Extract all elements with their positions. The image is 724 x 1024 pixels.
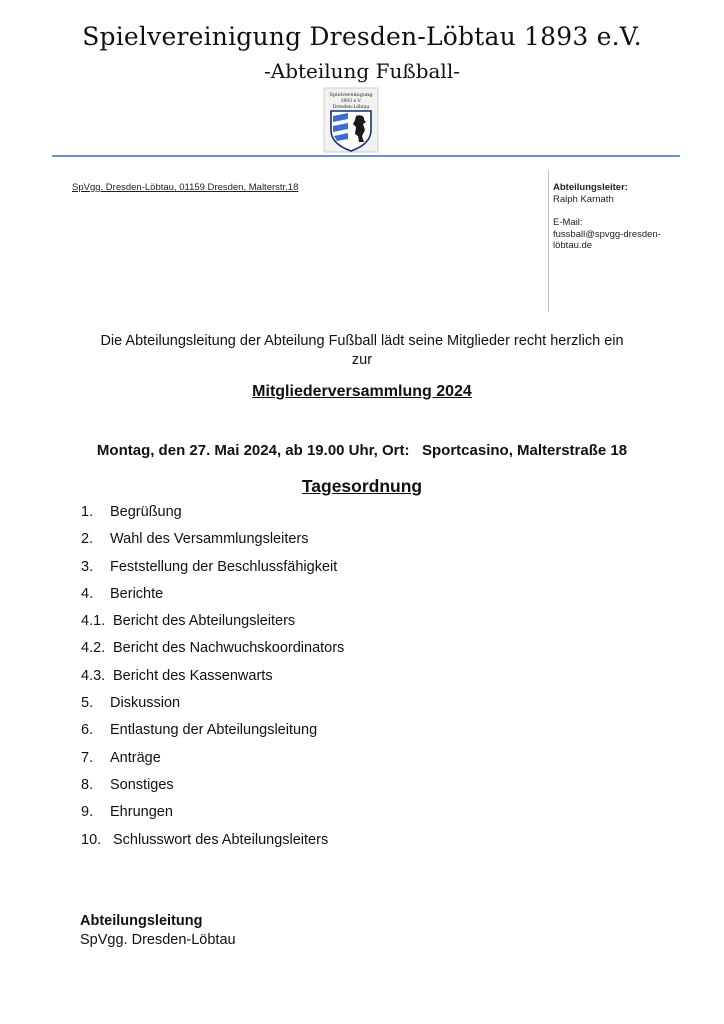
agenda-item — [81, 775, 344, 802]
agenda-title: Tagesordnung — [301, 476, 423, 496]
club-title: Spielvereinigung Dresden-Löbtau 1893 e.V. — [82, 22, 642, 51]
agenda-item-text: Feststellung der Beschlussfähigkeit — [110, 558, 338, 575]
agenda-item-number: 1. — [81, 504, 94, 520]
agenda-item — [81, 529, 344, 556]
agenda-item-text: Sonstiges — [110, 776, 174, 793]
meeting-title: Mitgliederversammlung 2024 — [252, 383, 472, 400]
agenda-item-text: Berichte — [110, 585, 164, 602]
invitation-line-2: zur — [351, 352, 373, 368]
agenda-item-number: 4. — [81, 585, 94, 602]
department-title: -Abteilung Fußball- — [264, 59, 460, 83]
email-address-line2: löbtau.de — [553, 240, 593, 251]
crest-text-3: Dresden-Löbtau — [332, 105, 370, 110]
agenda-item-number: 10. — [81, 831, 102, 848]
agenda-item-text: Diskussion — [110, 695, 181, 712]
invitation-line-1: Die Abteilungsleitung der Abteilung Fußball lädt seine Mitglieder recht herzlich ein — [100, 333, 624, 349]
agenda-item — [81, 584, 344, 611]
agenda-item-text: Bericht des Kassenwarts — [113, 667, 273, 684]
contact-label: Abteilungsleiter: — [553, 182, 628, 193]
agenda-item-text: Ehrungen — [110, 804, 173, 821]
header-divider — [52, 155, 680, 157]
agenda-item-number: 2. — [81, 531, 94, 548]
contact-divider — [548, 170, 549, 312]
invitation-text — [40, 332, 684, 370]
club-crest-logo — [322, 86, 380, 154]
agenda-item-text: Begrüßung — [110, 504, 182, 520]
agenda-subitem — [81, 638, 344, 665]
signoff-block — [80, 912, 236, 950]
agenda-list — [81, 502, 344, 857]
agenda-item-number: 3. — [81, 558, 94, 575]
signoff-title: Abteilungsleitung — [80, 913, 203, 929]
agenda-item-number: 7. — [81, 749, 94, 766]
agenda-item — [81, 748, 344, 775]
agenda-subitem — [81, 611, 344, 638]
agenda-item — [81, 802, 344, 829]
crest-text-2: 1893 e.V. — [340, 99, 362, 104]
crest-text-1: Spielvereinigung — [329, 92, 373, 98]
agenda-item-text: Schlusswort des Abteilungsleiters — [113, 831, 329, 848]
agenda-item-number: 8. — [81, 776, 94, 793]
agenda-item-number: 5. — [81, 695, 94, 712]
agenda-item-number: 6. — [81, 722, 94, 739]
sender-address: SpVgg. Dresden-Löbtau, 01159 Dresden, Malterstr.18 — [72, 182, 299, 193]
agenda-item-number: 4.3. — [81, 667, 106, 684]
agenda-item — [81, 502, 344, 529]
signoff-organization: SpVgg. Dresden-Löbtau — [80, 932, 236, 948]
agenda-item-text: Entlastung der Abteilungsleitung — [110, 722, 318, 739]
meeting-date-location: Montag, den 27. Mai 2024, ab 19.00 Uhr, Ort: Sportcasino, Malterstraße 18 — [96, 442, 628, 459]
agenda-item — [81, 693, 344, 720]
contact-name: Ralph Karnath — [553, 193, 614, 205]
agenda-item-number: 9. — [81, 804, 94, 821]
agenda-item-text: Bericht des Abteilungsleiters — [113, 613, 296, 630]
agenda-item — [81, 830, 344, 857]
email-label: E-Mail: — [553, 217, 583, 228]
agenda-item — [81, 557, 344, 584]
agenda-item-text: Bericht des Nachwuchskoordinators — [113, 640, 345, 657]
agenda-item-text: Wahl des Versammlungsleiters — [110, 531, 309, 548]
agenda-subitem — [81, 666, 344, 693]
agenda-item — [81, 720, 344, 747]
contact-block — [553, 182, 681, 252]
email-address-line1: fussball@spvgg-dresden- — [553, 228, 661, 240]
agenda-item-number: 4.1. — [81, 613, 106, 630]
agenda-item-text: Anträge — [110, 749, 161, 766]
agenda-item-number: 4.2. — [81, 640, 106, 657]
